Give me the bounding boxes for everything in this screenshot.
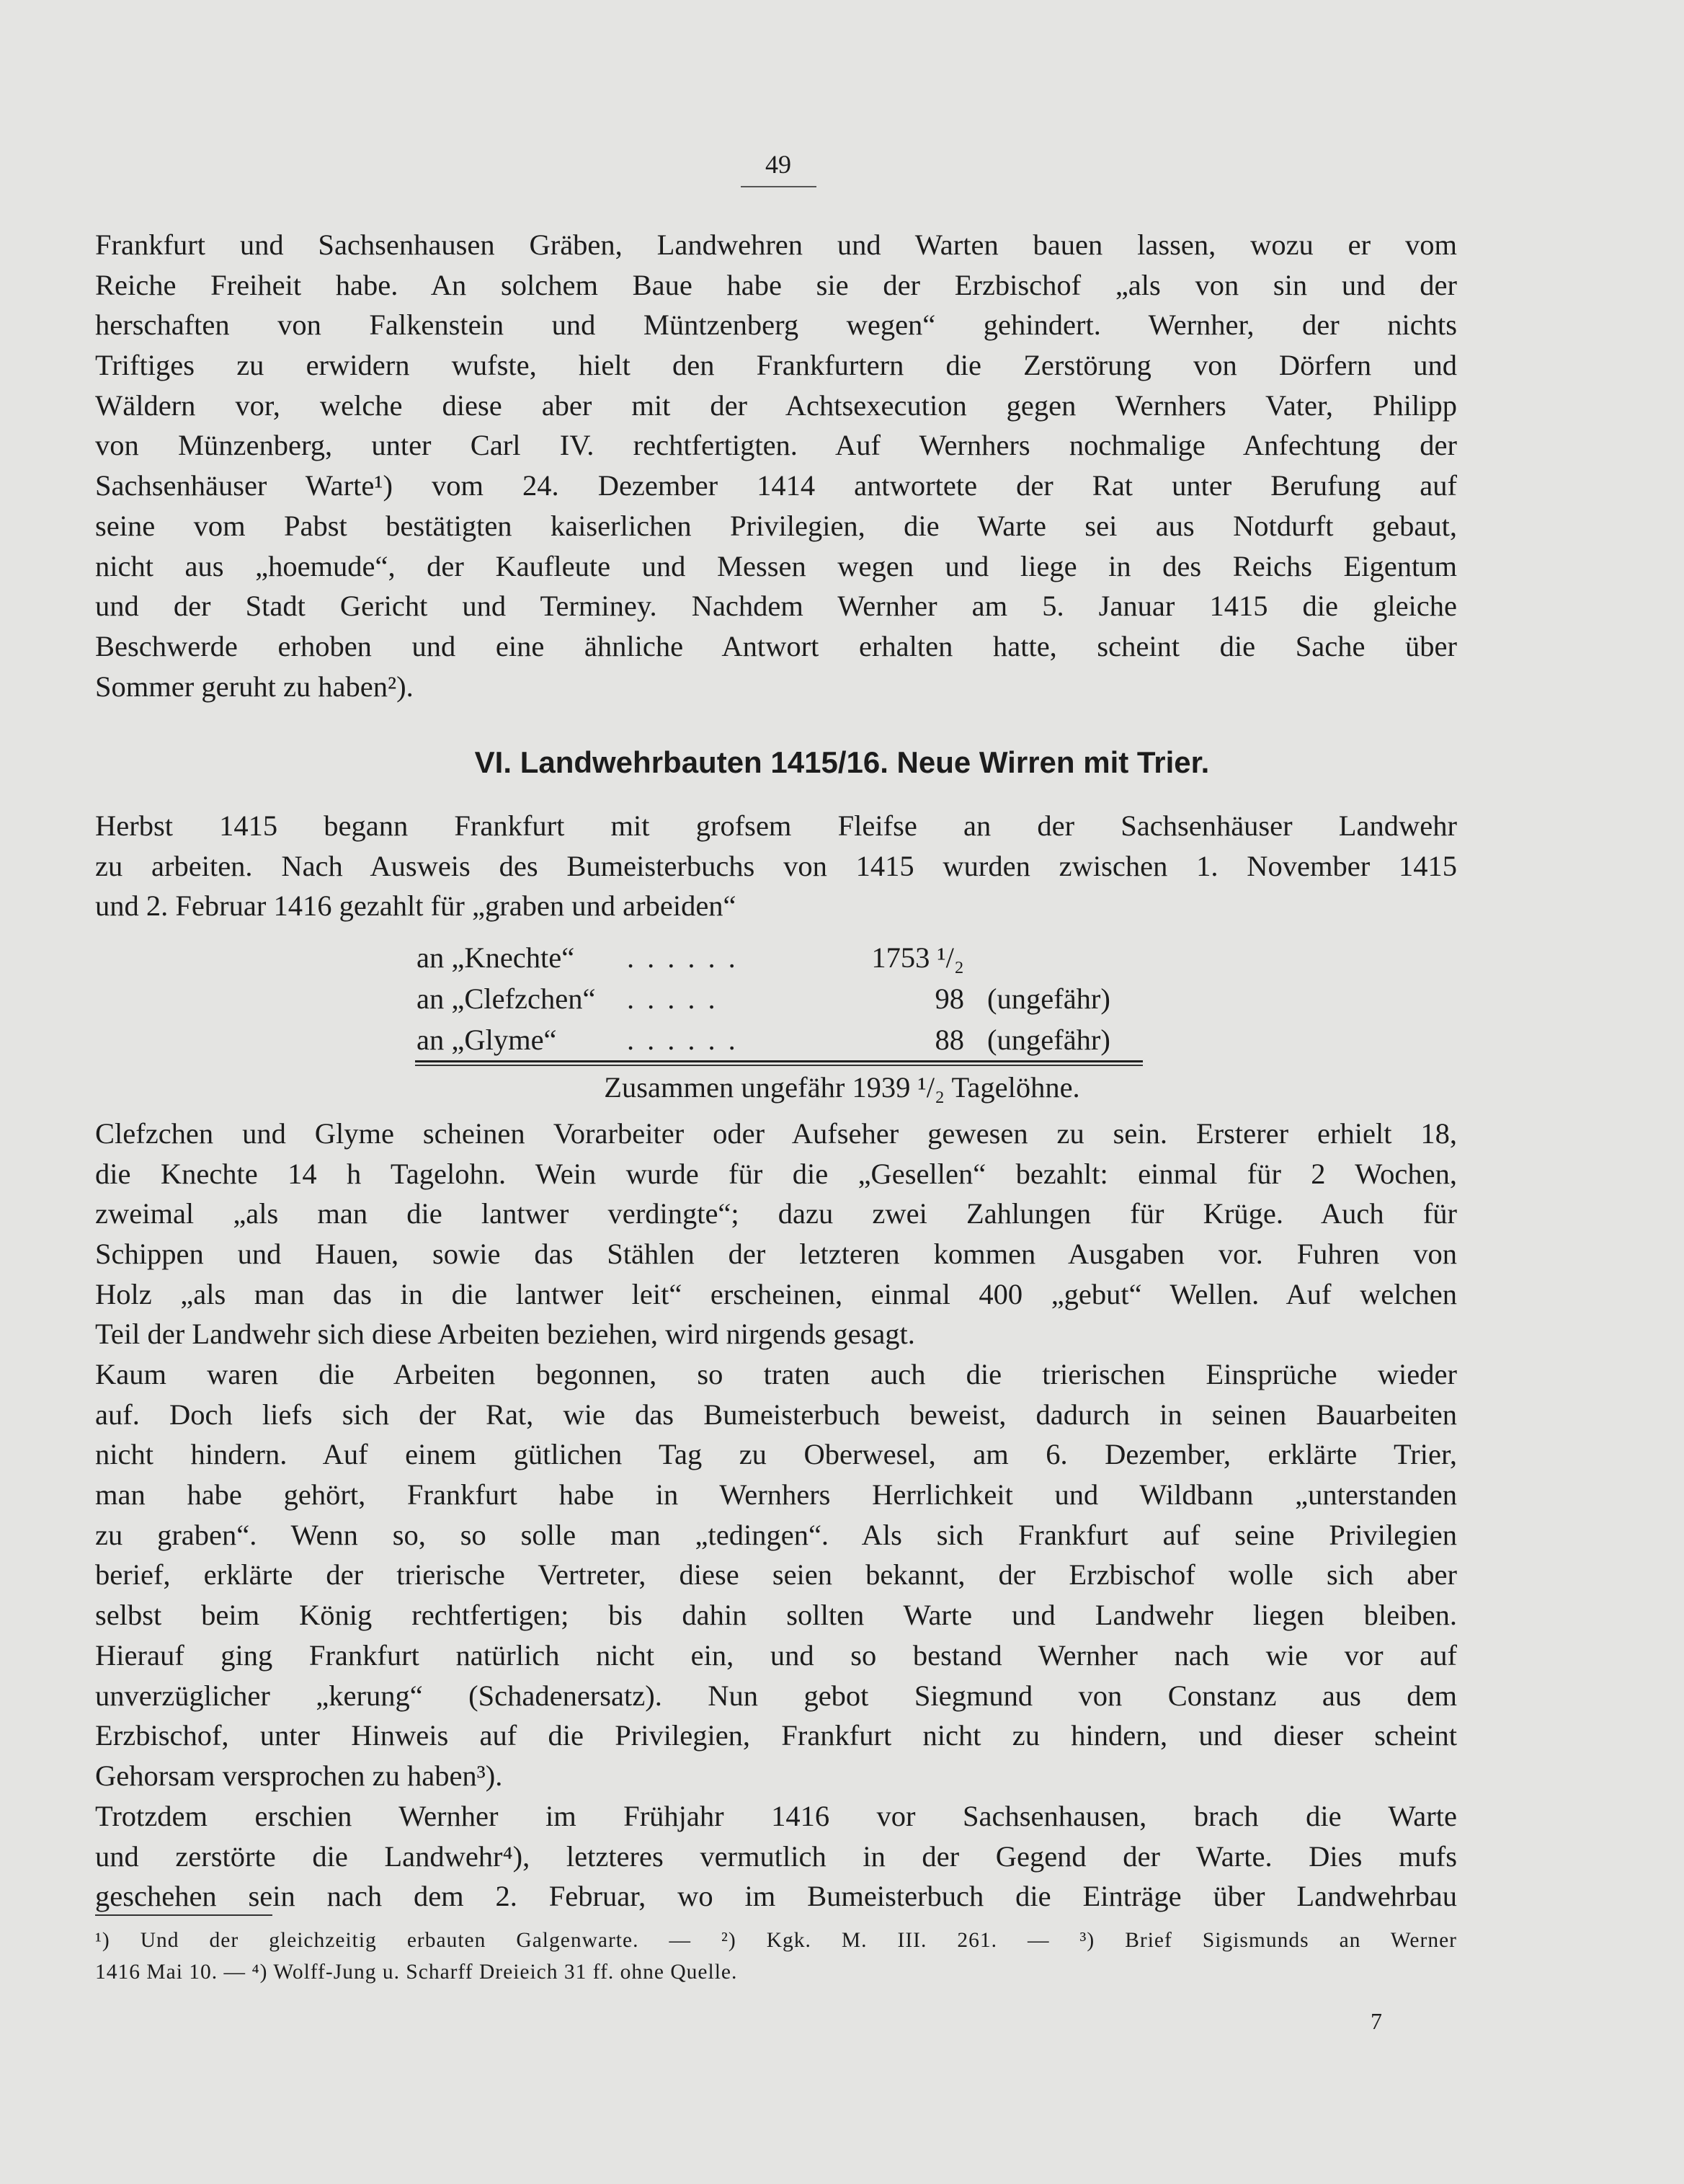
- text-line: selbst beim König rechtfertigen; bis dahin sollten Warte und Landwehr liegen bleiben.: [95, 1599, 1457, 1632]
- text-line: Triftiges zu erwidern wufste, hielt den Frankfurtern die Zerstörung von Dörfern und: [95, 349, 1457, 382]
- table-value: 98: [935, 982, 964, 1015]
- text-line: und der Stadt Gericht und Terminey. Nachdem Wernher am 5. Januar 1415 die gleiche: [95, 590, 1457, 623]
- section-heading: VI. Landwehrbauten 1415/16. Neue Wirren mit Trier.: [474, 745, 1210, 779]
- text-line: die Knechte 14 h Tagelohn. Wein wurde für die „Gesellen“ bezahlt: einmal für 2 Wochen,: [95, 1157, 1457, 1190]
- text-line: Holz „als man das in die lantwer leit“ erscheinen, einmal 400 „gebut“ Wellen. Auf welchen: [95, 1277, 1457, 1310]
- text-line: zu arbeiten. Nach Ausweis des Bumeisterbuchs von 1415 wurden zwischen 1. November 1415: [95, 849, 1457, 882]
- text-line: und 2. Februar 1416 gezahlt für „graben und arbeiden“: [95, 889, 736, 923]
- text-line: auf. Doch liefs sich der Rat, wie das Bumeisterbuch beweist, dadurch in seinen Bauarbeiten: [95, 1398, 1457, 1431]
- table-note: (ungefähr): [987, 1024, 1110, 1056]
- text-line: von Münzenberg, unter Carl IV. rechtfertigten. Auf Wernhers nochmalige Anfechtung der: [95, 429, 1457, 462]
- paragraph-2: [95, 806, 1457, 926]
- table-value: 1753 ¹/₂: [871, 941, 964, 974]
- table-total: Zusammen ungefähr 1939 ¹/₂ Tagelöhne.: [604, 1071, 1080, 1104]
- text-line: herschaften von Falkenstein und Müntzenberg wegen“ gehindert. Wernher, der nichts: [95, 308, 1457, 342]
- footnote-rule: [95, 1914, 272, 1916]
- text-line: Herbst 1415 begann Frankfurt mit grofsem Fleifse an der Sachsenhäuser Landwehr: [95, 809, 1457, 842]
- text-line: berief, erklärte der trierische Vertreter, diese seien bekannt, der Erzbischof wolle sich aber: [95, 1558, 1457, 1592]
- table-label: an „Clefzchen“: [416, 982, 596, 1015]
- text-line: Schippen und Hauen, sowie das Stählen der letzteren kommen Ausgaben vor. Fuhren von: [95, 1238, 1457, 1271]
- table-row: [416, 937, 1137, 978]
- text-line: Trotzdem erschien Wernher im Frühjahr 1416 vor Sachsenhausen, brach die Warte: [95, 1800, 1457, 1832]
- paragraph-5: [95, 1796, 1457, 1917]
- text-line: man habe gehört, Frankfurt habe in Wernhers Herrlichkeit und Wildbann „unterstanden: [95, 1478, 1457, 1512]
- table-note: (ungefähr): [987, 982, 1110, 1015]
- text-line: geschehen sein nach dem 2. Februar, wo im Bumeisterbuch die Einträge über Landwehrbau: [95, 1880, 1457, 1913]
- text-line: zu graben“. Wenn so, so solle man „tedingen“. Als sich Frankfurt auf seine Privilegien: [95, 1518, 1457, 1551]
- table-sum-rule: [415, 1065, 1143, 1066]
- text-line: Clefzchen und Glyme scheinen Vorarbeiter oder Aufseher gewesen zu sein. Ersterer erhielt 18,: [95, 1117, 1457, 1150]
- text-line: Sommer geruht zu haben²).: [95, 670, 414, 703]
- text-line: Gehorsam versprochen zu haben³).: [95, 1759, 503, 1792]
- footnotes: [95, 1925, 1457, 1988]
- signature-mark: 7: [1371, 2008, 1382, 2034]
- text-line: Wäldern vor, welche diese aber mit der Achtsexecution gegen Wernhers Vater, Philipp: [95, 389, 1457, 422]
- footnote-line: 1416 Mai 10. — ⁴) Wolff-Jung u. Scharff Dreieich 31 ff. ohne Quelle.: [95, 1961, 738, 1984]
- text-line: zweimal „als man die lantwer verdingte“; dazu zwei Zahlungen für Krüge. Auch für: [95, 1197, 1457, 1230]
- text-line: und zerstörte die Landwehr⁴), letzteres vermutlich in der Gegend der Warte. Dies mufs: [95, 1839, 1457, 1873]
- paragraph-1: [95, 225, 1457, 706]
- page-number: 49: [765, 150, 791, 179]
- text-line: nicht hindern. Auf einem gütlichen Tag zu Oberwesel, am 6. Dezember, erklärte Trier,: [95, 1438, 1457, 1471]
- table-leader-dots: ......: [627, 1024, 749, 1056]
- text-line: Kaum waren die Arbeiten begonnen, so traten auch die trierischen Einsprüche wieder: [95, 1358, 1457, 1390]
- text-line: Beschwerde erhoben und eine ähnliche Antwort erhalten hatte, scheint die Sache über: [95, 629, 1457, 662]
- page-number-rule: [741, 186, 816, 187]
- text-line: Frankfurt und Sachsenhausen Gräben, Landwehren und Warten bauen lassen, wozu er vom: [95, 228, 1457, 261]
- table-label: an „Knechte“: [416, 941, 575, 974]
- table-row: [416, 978, 1137, 1019]
- table-leader-dots: .....: [627, 982, 729, 1015]
- wage-table: [416, 937, 1137, 1060]
- text-line: Erzbischof, unter Hinweis auf die Privilegien, Frankfurt nicht zu hindern, und dieser scheint: [95, 1719, 1457, 1752]
- text-line: Sachsenhäuser Warte¹) vom 24. Dezember 1414 antwortete der Rat unter Berufung auf: [95, 469, 1457, 502]
- paragraph-4: [95, 1354, 1457, 1796]
- text-line: unverzüglicher „kerung“ (Schadenersatz). Nun gebot Siegmund von Constanz aus dem: [95, 1679, 1457, 1712]
- table-label: an „Glyme“: [416, 1024, 557, 1056]
- text-line: seine vom Pabst bestätigten kaiserlichen Privilegien, die Warte sei aus Notdurft gebaut,: [95, 509, 1457, 542]
- text-line: nicht aus „hoemude“, der Kaufleute und Messen wegen und liege in des Reichs Eigentum: [95, 549, 1457, 582]
- text-line: Hierauf ging Frankfurt natürlich nicht ein, und so bestand Wernher nach wie vor auf: [95, 1638, 1457, 1672]
- text-line: Teil der Landwehr sich diese Arbeiten beziehen, wird nirgends gesagt.: [95, 1318, 915, 1351]
- text-line: Reiche Freiheit habe. An solchem Baue habe sie der Erzbischof „als von sin und der: [95, 268, 1457, 301]
- table-value: 88: [935, 1024, 964, 1056]
- table-leader-dots: ......: [627, 941, 749, 974]
- table-sum-rule: [415, 1060, 1143, 1062]
- paragraph-3: [95, 1114, 1457, 1354]
- footnote-line: ¹) Und der gleichzeitig erbauten Galgenwarte. — ²) Kgk. M. III. 261. — ³) Brief Sigismunds an Werner: [95, 1929, 1457, 1952]
- table-row: [416, 1019, 1137, 1060]
